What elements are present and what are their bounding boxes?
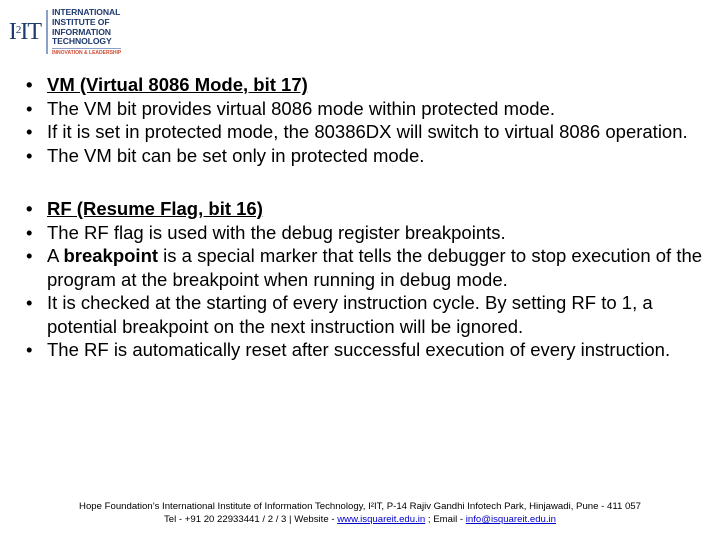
email-link[interactable]: info@isquareit.edu.in (465, 514, 557, 525)
list-item: • It is checked at the starting of every instruction cycle. By setting RF to 1, a potential breakpoint on the next instruction will be ignored. (26, 291, 706, 338)
logo-name (52, 8, 121, 46)
footer (0, 500, 720, 526)
slide-content (26, 73, 706, 362)
rf-heading: • RF (Resume Flag, bit 16) (26, 197, 706, 221)
vm-heading: • VM (Virtual 8086 Mode, bit 17) (26, 73, 706, 97)
vm-bullet-list (26, 73, 706, 167)
logo-mark (4, 10, 48, 54)
logo-tagline: INNOVATION & LEADERSHIP (52, 49, 122, 56)
list-item: • The VM bit can be set only in protected mode. (26, 144, 706, 168)
rf-bullet-list (26, 197, 706, 362)
logo-mark-i: I (8, 18, 16, 45)
institute-logo (4, 3, 130, 61)
logo-name-line: INTERNATIONAL (52, 7, 121, 18)
footer-tel: Tel - +91 20 22933441 / 2 / 3 | Website - (163, 514, 338, 525)
logo-name-line: INFORMATION (52, 26, 111, 37)
logo-mark-it: IT (20, 18, 42, 45)
breakpoint-term: breakpoint (63, 245, 159, 266)
text-run: A (47, 245, 64, 266)
text-run: is a special marker that tells the debugger to stop execution of the program at the breakpoint when running in debug mode. (47, 245, 703, 290)
list-item: • The RF is automatically reset after successful execution of every instruction. (26, 338, 706, 362)
list-item: • The VM bit provides virtual 8086 mode within protected mode. (26, 97, 706, 121)
logo-name-line: TECHNOLOGY (52, 36, 112, 47)
list-item: • If it is set in protected mode, the 80386DX will switch to virtual 8086 operation. (26, 120, 706, 144)
logo-mark-sup: 2 (15, 24, 21, 36)
website-link[interactable]: www.isquareit.edu.in (337, 514, 426, 525)
footer-address: Hope Foundation’s International Institute of Information Technology, I²IT, P-14 Rajiv Gandhi Infotech Park, Hinjawadi, Pune - 411 057 (79, 501, 641, 512)
footer-email-label: ; Email - (425, 514, 466, 525)
footer-contact (0, 513, 720, 526)
list-item: • The RF flag is used with the debug register breakpoints. (26, 221, 706, 245)
list-item (26, 244, 706, 291)
logo-name-line: INSTITUTE OF (52, 16, 110, 27)
